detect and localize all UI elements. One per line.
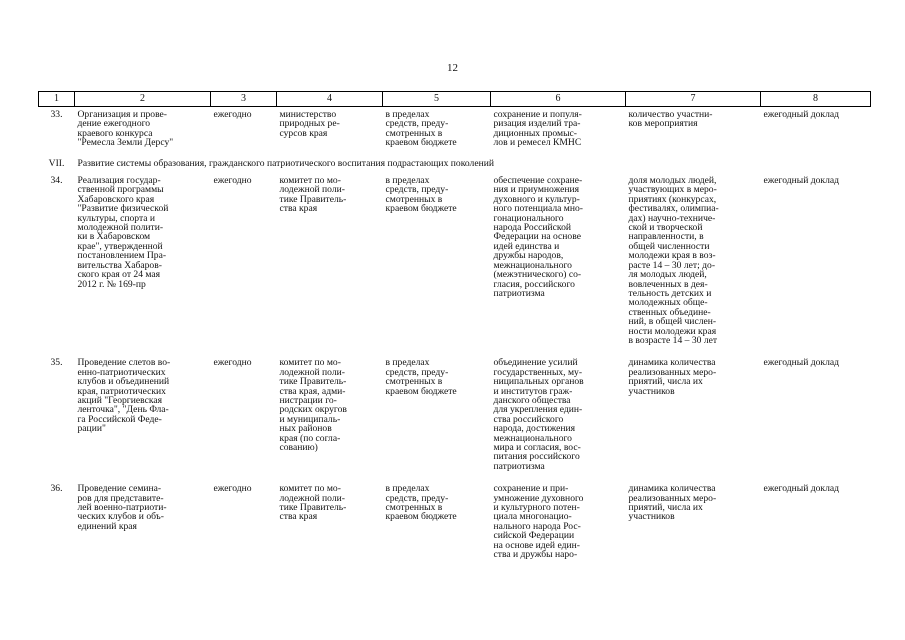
- executor-cell: министерство природных ре- сурсов края: [279, 109, 340, 139]
- period-cell: ежегодно: [213, 109, 252, 120]
- table-row: [39, 356, 871, 482]
- header-cell: 1: [39, 92, 75, 107]
- period-cell: ежегодно: [213, 357, 252, 369]
- executor-cell: комитет по мо- лодежной поли- тике Правитель- ства края, адми- нистрации го- родских округов и муниципаль- ных районов края (по согла- сованию): [279, 357, 347, 453]
- indicator-cell: динамика количества реализованных меро- приятий, числа их участников: [628, 357, 717, 397]
- goal-cell: сохранение и при- умножение духовного и культурного потен- циала многонацио- нального народа Рос- сийской Федерации на основе идей един- ства и дружбы наро-: [493, 483, 584, 561]
- goal-cell: сохранение и популя- ризация изделий тра- диционных промыс- лов и ремесел КМНС: [493, 109, 582, 149]
- table-row: [39, 174, 871, 356]
- header-cell: 2: [75, 92, 211, 107]
- header-cell: 5: [383, 92, 491, 107]
- funding-cell: в пределах средств, преду- смотренных в краевом бюджете: [385, 483, 457, 523]
- event-cell: Организация и прове- дение ежегодного краевого конкурса "Ремесла Земли Дерсу": [77, 109, 174, 149]
- indicator-cell: динамика количества реализованных меро- приятий, числа их участников: [628, 483, 717, 523]
- report-cell: ежегодный доклад: [763, 109, 839, 120]
- header-cell: 8: [761, 92, 871, 107]
- executor-cell: комитет по мо- лодежной поли- тике Правитель- ства края: [279, 175, 347, 215]
- table-row: [39, 482, 871, 570]
- report-cell: ежегодный доклад: [763, 483, 839, 495]
- row-number: 33.: [50, 109, 63, 120]
- indicator-cell: доля молодых людей, участвующих в меро- приятиях (конкурсах, фестивалях, олимпиа- дах) научно-техниче- ской и творческой направленности, в общей численности молодежи края в воз- расте 14 – 30 лет; до- ля молодых людей, вовлеченных в дея- тельность детских и молодежных обще- ственных объедине- ний, в общей числен- ности молодежи края в возрасте 14 – 30 лет: [628, 175, 719, 346]
- funding-cell: в пределах средств, преду- смотренных в краевом бюджете: [385, 109, 457, 149]
- row-number: 35.: [50, 357, 63, 369]
- page-number: 12: [447, 62, 458, 74]
- period-cell: ежегодно: [213, 175, 252, 187]
- report-cell: ежегодный доклад: [763, 175, 839, 187]
- section-row: [39, 159, 871, 174]
- header-cell: 3: [211, 92, 277, 107]
- section-title: Развитие системы образования, гражданского патриотического воспитания подрастающих поколений: [77, 157, 494, 169]
- period-cell: ежегодно: [213, 483, 252, 495]
- header-cell: 7: [626, 92, 761, 107]
- report-cell: ежегодный доклад: [763, 357, 839, 369]
- executor-cell: комитет по мо- лодежной поли- тике Правитель- ства края: [279, 483, 347, 523]
- row-number: 34.: [50, 175, 63, 187]
- goal-cell: обеспечение сохране- ния и приумножения духовного и культур- ного потенциала мно- гонационального народа Российской Федерации на основе идей единства и дружбы народов, межнационального (межэтнического) со- гласия, российского патриотизма: [493, 175, 583, 299]
- section-number: VII.: [48, 157, 65, 169]
- event-cell: Проведение слетов во- енно-патриотических клубов и объединений края, патриотических акций "Георгиевская ленточка", "День Фла- га Российской Феде- рации": [77, 357, 171, 435]
- funding-cell: в пределах средств, преду- смотренных в краевом бюджете: [385, 175, 457, 215]
- event-cell: Реализация государ- ственной программы Хабаровского края "Развитие физической культуры, спорта и молодежной полити- ки в Хабаровском крае", утвержденной постановлением Пра- вительства Хабаров- ского края от 24 мая 2012 г. № 169-пр: [77, 175, 169, 290]
- header-cell: 4: [277, 92, 383, 107]
- event-cell: Проведение семина- ров для представите- лей военно-патриоти- ческих клубов и объ- единений края: [77, 483, 167, 532]
- table-row: [39, 107, 871, 159]
- goal-cell: объединение усилий государственных, му- ниципальных органов и институтов граж- данского общества для укрепления един- ства российского народа, достижения межнационального мира и согласия, вос- питания российского патриотизма: [493, 357, 584, 472]
- indicator-cell: количество участни- ков мероприятия: [628, 109, 713, 130]
- row-number: 36.: [50, 483, 63, 495]
- funding-cell: в пределах средств, преду- смотренных в краевом бюджете: [385, 357, 457, 397]
- header-cell: 6: [491, 92, 626, 107]
- table-header-row: [39, 92, 871, 107]
- measures-table: [38, 91, 871, 570]
